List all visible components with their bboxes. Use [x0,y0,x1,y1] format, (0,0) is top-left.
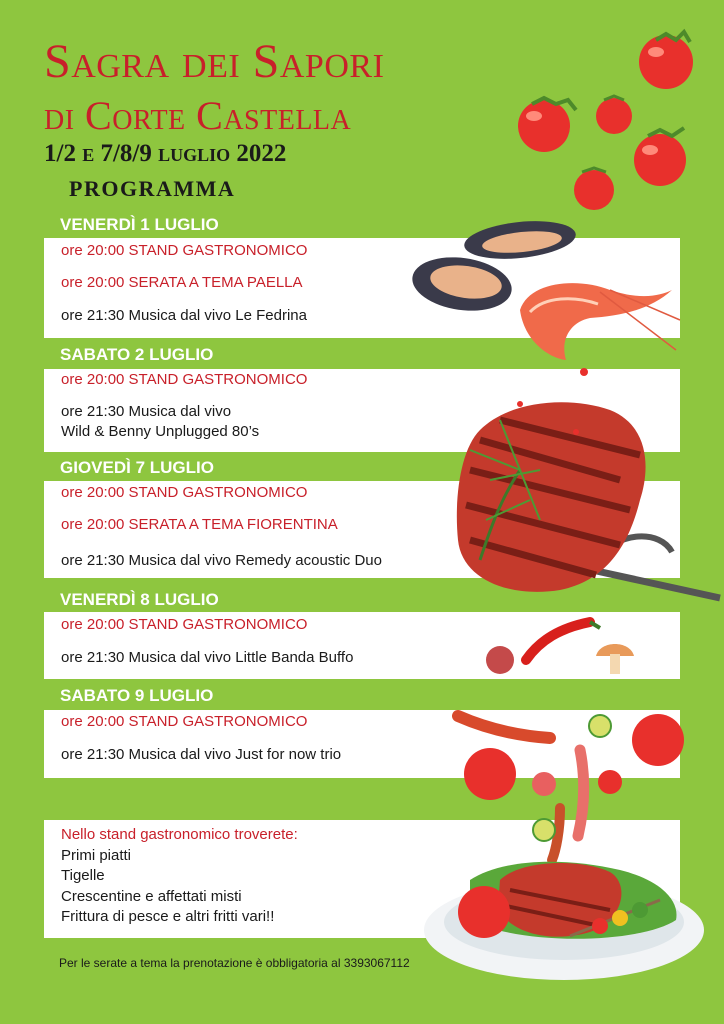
menu-heading: Nello stand gastronomico troverete: [61,826,298,843]
day4-line1: ore 20:00 STAND GASTRONOMICO [61,616,308,633]
day2-line2: ore 21:30 Musica dal vivo [61,403,232,420]
plate-icon [424,862,704,980]
day5-line2: ore 21:30 Musica dal vivo Just for now trio [61,746,342,763]
footer-note: Per le serate a tema la prenotazione è obbligatoria al 3393067112 [59,956,410,970]
day5-line1: ore 20:00 STAND GASTRONOMICO [61,713,308,730]
shrimp-icon [520,283,680,376]
programma-heading: PROGRAMMA [69,176,236,201]
day-heading-4: VENERDÌ 8 LUGLIO [60,590,219,609]
day3-line2: ore 20:00 SERATA A TEMA FIORENTINA [61,516,338,533]
day2-line3: Wild & Benny Unplugged 80’s [61,423,260,440]
tomato-icon [639,32,693,89]
day-heading-5: SABATO 9 LUGLIO [60,686,214,705]
event-dates: 1/2 e 7/8/9 luglio 2022 [44,140,287,167]
event-location: di Corte Castella [44,93,352,138]
tomato-icon [574,168,614,210]
day4-line2: ore 21:30 Musica dal vivo Little Banda Buffo [61,649,354,666]
chili-icon [526,622,600,660]
salami-icon [486,646,514,674]
menu-item-3: Crescentine e affettati misti [61,888,242,905]
tomato-icon [518,98,576,152]
menu-item-1: Primi piatti [61,847,132,864]
mushroom-icon [596,644,634,674]
menu-item-2: Tigelle [61,867,105,884]
tomato-icon [596,96,632,134]
day1-line1: ore 20:00 STAND GASTRONOMICO [61,242,308,259]
day2-line1: ore 20:00 STAND GASTRONOMICO [61,371,308,388]
day1-line3: ore 21:30 Musica dal vivo Le Fedrina [61,307,307,324]
day1-line2: ore 20:00 SERATA A TEMA PAELLA [61,274,303,291]
tomato-icon [634,128,686,186]
day3-line1: ore 20:00 STAND GASTRONOMICO [61,484,308,501]
event-title: Sagra dei Sapori [44,35,385,88]
day-heading-3: GIOVEDÌ 7 LUGLIO [60,458,214,477]
day-heading-2: SABATO 2 LUGLIO [60,345,214,364]
menu-item-4: Frittura di pesce e altri fritti vari!! [61,908,275,925]
day-heading-1: VENERDÌ 1 LUGLIO [60,215,219,234]
steak-icon [457,401,720,598]
day3-line3: ore 21:30 Musica dal vivo Remedy acoustic Duo [61,552,382,569]
